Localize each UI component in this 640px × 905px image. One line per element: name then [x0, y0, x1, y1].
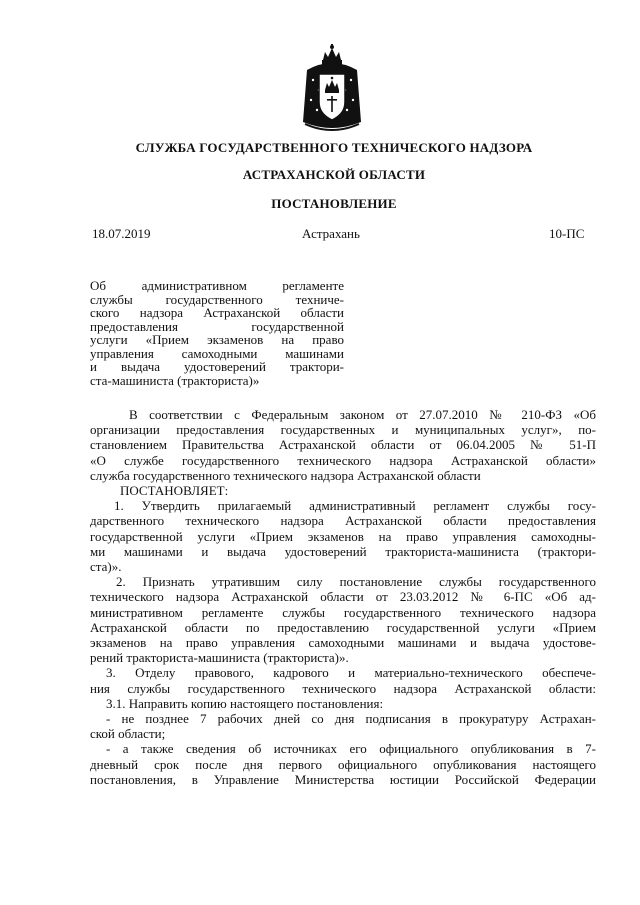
- body-line: ской области;: [90, 726, 166, 742]
- coat-of-arms-icon: [297, 44, 367, 136]
- organization-name-line1: СЛУЖБА ГОСУДАРСТВЕННОГО ТЕХНИЧЕСКОГО НАДЗОРА: [135, 140, 533, 155]
- body-line: становлением Правительства Астраханской области от 06.04.2005 № 51-П: [90, 437, 596, 453]
- body-line: 3.1. Направить копию настоящего постановления:: [106, 695, 384, 711]
- body-line: ния службы государственного технического надзора Астраханской области:: [90, 680, 596, 696]
- body-line: служба государственного технического надзора Астраханской области: [90, 467, 481, 483]
- body-line: экзаменов на право управления самоходными машинами и выдача удостове-: [90, 635, 596, 651]
- body-line: ми машинами и выдача удостоверений тракториста-машиниста (трактори-: [90, 543, 596, 559]
- body-line: «О службе государственного технического надзора Астраханской области»: [90, 452, 596, 468]
- subject-line: управления самоходными машинами: [90, 345, 344, 361]
- body-line: 1. Утвердить прилагаемый административный регламент службы госу-: [114, 498, 596, 514]
- subject-line: ского надзора Астраханской области: [90, 305, 344, 320]
- body-line: - не позднее 7 рабочих дней со дня подписания в прокуратуру Астрахан-: [106, 711, 596, 727]
- subject-line: ста-машиниста (тракториста)»: [90, 372, 260, 388]
- body-line: рений тракториста-машиниста (тракториста)».: [90, 650, 349, 666]
- subject-line: предоставления государственной: [90, 318, 344, 334]
- body-line: дневный срок после дня первого официального опубликования настоящего: [90, 756, 596, 772]
- document-date: 18.07.2019: [92, 226, 151, 241]
- document-number: 10-ПС: [549, 226, 585, 241]
- organization-name-line2: АСТРАХАНСКОЙ ОБЛАСТИ: [242, 167, 426, 182]
- body-line: государственной услуги «Прием экзаменов на право управления самоходны-: [90, 528, 596, 544]
- body-line: министративном регламенте службы государственного технического надзора: [90, 604, 596, 620]
- body-line: 3. Отделу правового, кадрового и материально-технического обеспече-: [106, 665, 596, 681]
- body-line: технического надзора Астраханской области от 23.03.2012 № 6-ПС «Об ад-: [90, 589, 596, 605]
- subject-line: Об административном регламенте: [90, 278, 344, 293]
- body-line: организации предоставления государственных и муниципальных услуг», по-: [90, 422, 596, 438]
- body-line: ста)».: [90, 559, 122, 575]
- document-subject: [90, 279, 344, 387]
- body-line: - а также сведения об источниках его официального опубликования в 7-: [106, 741, 596, 757]
- body-line: Астраханской области по предоставлению государственной услуги «Прием: [90, 619, 596, 635]
- subject-line: услуги «Прием экзаменов на право: [90, 332, 344, 347]
- subject-line: службы государственного техниче-: [90, 291, 344, 307]
- body-line: постановления, в Управление Министерства юстиции Российской Федерации: [90, 771, 596, 787]
- body-line: 2. Признать утратившим силу постановление службы государственного: [116, 574, 596, 590]
- document-body: [90, 407, 596, 787]
- body-line: дарственного технического надзора Астраханской области предоставления: [90, 513, 596, 529]
- body-line: В соответствии с Федеральным законом от 27.07.2010 № 210-ФЗ «Об: [129, 407, 596, 422]
- document-type: ПОСТАНОВЛЕНИЕ: [271, 196, 397, 211]
- subject-line: и выдача удостоверений трактори-: [90, 359, 344, 374]
- body-line: ПОСТАНОВЛЯЕТ:: [120, 483, 229, 499]
- document-city: Астрахань: [302, 226, 360, 241]
